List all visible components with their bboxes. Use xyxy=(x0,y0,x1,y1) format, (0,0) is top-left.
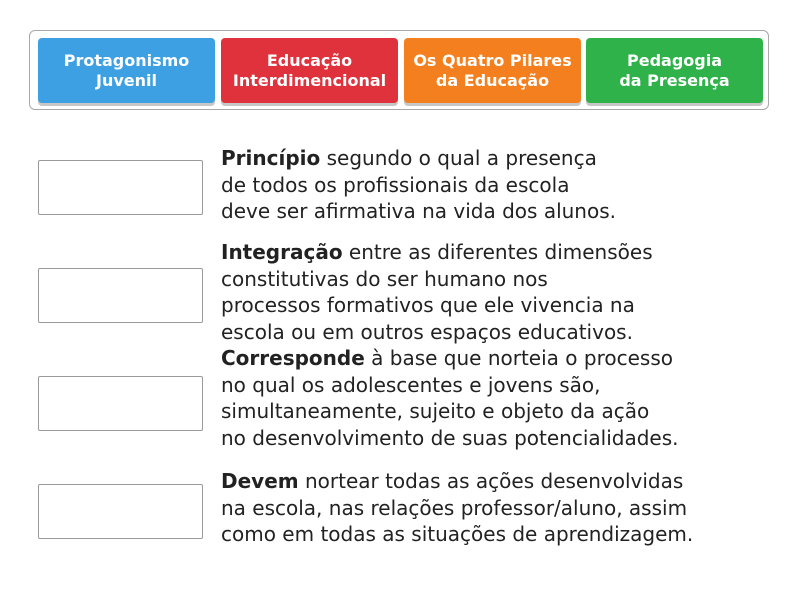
description-keyword: Corresponde xyxy=(221,346,365,370)
tile-quatro-pilares-educacao[interactable] xyxy=(404,38,581,103)
description-text xyxy=(221,345,678,451)
tile-label-line1: Os Quatro Pilares xyxy=(413,50,572,70)
tile-label-line1: Pedagogia xyxy=(626,50,722,70)
tile-label-line2: da Presença xyxy=(619,70,730,90)
tile-educacao-interdimencional[interactable] xyxy=(221,38,398,103)
answer-drop-box[interactable] xyxy=(38,376,203,431)
description-keyword: Devem xyxy=(221,469,299,493)
answer-tile-tray xyxy=(29,30,769,110)
description-line: de todos os profissionais da escola xyxy=(221,172,570,197)
tile-pedagogia-presenca[interactable] xyxy=(586,38,763,103)
description-line: nortear todas as ações desenvolvidas xyxy=(298,469,684,493)
description-line: processos formativos que ele vivencia na xyxy=(221,293,635,317)
tile-label-line1: Protagonismo xyxy=(63,50,190,70)
description-line: deve ser afirmativa na vida dos alunos. xyxy=(221,199,616,223)
tile-label-line1: Educação xyxy=(266,50,353,70)
description-line: no qual os adolescentes e jovens são, xyxy=(221,372,601,397)
description-line: à base que norteia o processo xyxy=(364,346,673,370)
description-text xyxy=(221,239,653,345)
answer-drop-box[interactable] xyxy=(38,268,203,323)
description-line: segundo o qual a presença xyxy=(320,146,597,170)
tile-protagonismo-juvenil[interactable] xyxy=(38,38,215,103)
description-keyword: Integração xyxy=(221,240,343,264)
description-line: escola ou em outros espaços educativos. xyxy=(221,319,633,344)
tile-label-line2: Interdimencional xyxy=(232,70,387,90)
tile-label-line2: Juvenil xyxy=(96,70,157,90)
description-line: no desenvolvimento de suas potencialidades. xyxy=(221,425,679,450)
description-line: como em todas as situações de aprendizagem. xyxy=(221,522,694,546)
description-keyword: Princípio xyxy=(221,146,321,170)
description-text xyxy=(221,468,693,548)
description-line: na escola, nas relações professor/aluno, assim xyxy=(221,495,688,520)
description-line: simultaneamente, sujeito e objeto da ação xyxy=(221,399,650,423)
answer-drop-box[interactable] xyxy=(38,484,203,539)
description-text xyxy=(221,145,616,225)
tile-label-line2: da Educação xyxy=(435,70,550,90)
description-line: constitutivas do ser humano nos xyxy=(221,266,548,291)
answer-drop-box[interactable] xyxy=(38,160,203,215)
description-line: entre as diferentes dimensões xyxy=(342,240,653,264)
